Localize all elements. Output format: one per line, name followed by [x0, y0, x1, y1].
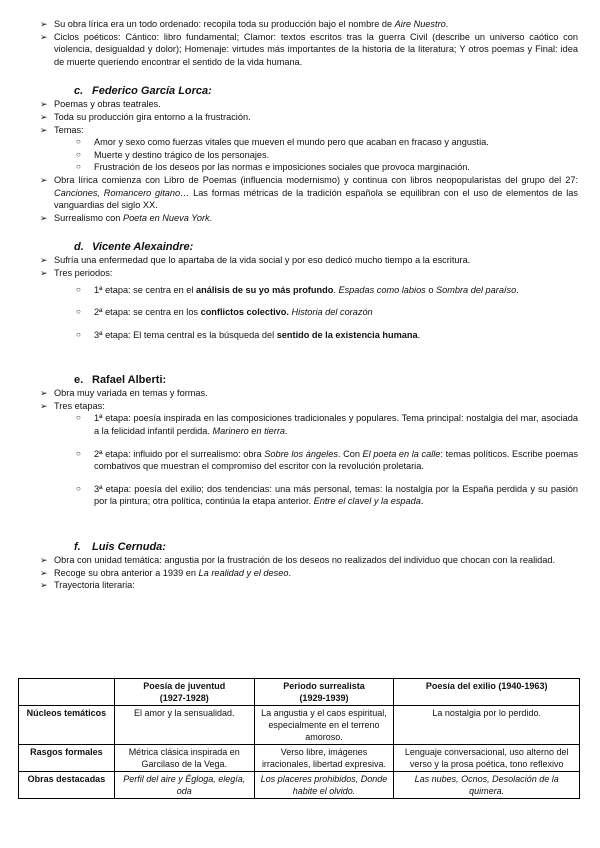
- bullet-text: Obra muy variada en temas y formas.: [54, 388, 208, 399]
- bullet-italic: Canciones, Romancero gitano…: [54, 187, 190, 198]
- bullet-text: .: [209, 212, 213, 223]
- bullet-italic: Poeta en Nueva York: [122, 212, 210, 223]
- intro-text: Ciclos poéticos: Cántico: libro fundamental; Clamor: textos escritos tras la guerra Civil (describe un universo caótico con violencia, desigualdad y dolor); Homenaje: virtudes más importantes de la historia de la literatura; Y otros poemas y Final: idea de muerte queriendo encontrar el sentido de la vida humana.: [54, 31, 578, 67]
- heading-letter: e.: [74, 374, 84, 387]
- bullet-text: Toda su producción gira entorno a la frustración.: [54, 111, 251, 122]
- table-cell: La nostalgia por lo perdido.: [394, 706, 580, 745]
- lorca-theme-2: [40, 149, 578, 162]
- table-row-label: Rasgos formales: [19, 745, 115, 772]
- bullet-text: Surrealismo con: [54, 212, 123, 223]
- header-text: Poesía de juventud: [143, 681, 226, 691]
- heading-name: Federico García Lorca:: [92, 85, 212, 98]
- aleixandre-bullet-1: [40, 254, 578, 267]
- sub-bullet-text: .: [333, 284, 339, 295]
- table-row-label: Núcleos temáticos: [19, 706, 115, 745]
- intro-bullet-1: [40, 18, 578, 31]
- lorca-bullet-3: [40, 124, 578, 137]
- aleixandre-stage-3: [40, 329, 578, 342]
- table-header-cell: [394, 679, 580, 706]
- sub-bullet-text: 2ª etapa: influido por el surrealismo: obra: [94, 448, 265, 459]
- lorca-theme-1: [40, 136, 578, 149]
- alberti-stage-2: [40, 448, 578, 473]
- sub-bullet-italic: Historia del corazón: [291, 307, 373, 318]
- bullet-text: Trayectoria literaria:: [54, 580, 135, 591]
- sub-bullet-text: 1ª etapa: poesía inspirada en las composiciones tradicionales y populares. Tema principal: nostalgia del mar, asociada a la felicidad infantil perdida.: [94, 413, 578, 437]
- lorca-bullet-4: [40, 174, 578, 212]
- sub-bullet-text: . Con: [337, 448, 363, 459]
- intro-bullet-2: [40, 31, 578, 69]
- lorca-bullet-2: [40, 111, 578, 124]
- table-cell: La angustia y el caos espiritual, especialmente en el terreno amoroso.: [254, 706, 394, 745]
- bullet-text: Tres periodos:: [54, 267, 113, 278]
- alberti-stage-3: [40, 483, 578, 508]
- bullet-text: Las formas métricas de la tradición española se equilibran con el uso de elementos de las vanguardias del siglo XX.: [54, 187, 578, 211]
- sub-bullet-text: .: [285, 426, 288, 437]
- sub-bullet-bold: sentido de la existencia humana: [276, 329, 418, 340]
- lorca-bullet-1: [40, 98, 578, 111]
- table-row: [19, 772, 580, 799]
- table-cell: Las nubes, Ocnos, Desolación de la quimera.: [394, 772, 580, 799]
- heading-name: Vicente Alexaindre:: [92, 241, 194, 254]
- bullet-text: Obra con unidad temática: angustia por la frustración de los deseos no realizados del individuo que chocan con la realidad.: [54, 555, 556, 566]
- table-header-cell: [114, 679, 254, 706]
- intro-text: .: [445, 19, 449, 29]
- heading-letter: f.: [74, 541, 81, 554]
- table-cell: Lenguaje conversacional, uso alterno del verso y la prosa poética, tono reflexivo: [394, 745, 580, 772]
- heading-name: Rafael Alberti:: [92, 374, 167, 387]
- alberti-stage-1: [40, 412, 578, 437]
- sub-bullet-italic: El poeta en la calle: [362, 448, 441, 459]
- sub-bullet-italic: Sombra del paraíso: [436, 284, 517, 295]
- aleixandre-bullet-2: [40, 267, 578, 280]
- bullet-text: Temas:: [54, 124, 84, 135]
- bullet-text: .: [288, 567, 292, 578]
- table-cell: El amor y la sensualidad.: [114, 706, 254, 745]
- heading-letter: c.: [74, 85, 84, 98]
- bullet-text: Recoge su obra anterior a 1939 en: [54, 567, 199, 578]
- table-cell: Los placeres prohibidos, Donde habite el olvido.: [254, 772, 394, 799]
- table-header-row: [19, 679, 580, 706]
- sub-bullet-text: .: [420, 496, 424, 507]
- alberti-bullet-1: [40, 387, 578, 400]
- intro-title-italic: Aire Nuestro: [394, 19, 446, 29]
- sub-bullet-bold: conflictos colectivo.: [200, 307, 289, 318]
- lorca-bullet-5: [40, 212, 578, 225]
- table-cell: Perfil del aire y Égloga, elegía, oda: [114, 772, 254, 799]
- heading-name: Luis Cernuda:: [92, 541, 166, 554]
- cernuda-bullet-3: [40, 579, 578, 592]
- sub-bullet-italic: Marinero en tierra: [212, 426, 286, 437]
- header-text: (1927-1928): [159, 693, 209, 703]
- aleixandre-stage-2: [40, 306, 578, 319]
- bullet-text: Sufría una enfermedad que lo apartaba de la vida social y por eso dedicó mucho tiempo a la escritura.: [54, 255, 471, 266]
- table-row: [19, 706, 580, 745]
- document-body: [40, 18, 578, 592]
- aleixandre-stage-1: [40, 284, 578, 297]
- table-row: [19, 745, 580, 772]
- heading-letter: d.: [74, 241, 84, 254]
- sub-bullet-text: 3ª etapa: El tema central es la búsqueda del: [94, 329, 277, 340]
- sub-bullet-italic: Espadas como labios: [338, 284, 426, 295]
- sub-bullet-italic: Entre el clavel y la espada: [313, 496, 421, 507]
- header-text: (1929-1939): [299, 693, 349, 703]
- sub-bullet-text: 3ª etapa: poesía del exilio; dos tendencias: una más personal, temas: la nostalgia por la España perdida y su pasión por la pintura; otra política, continúa la etapa anterior.: [94, 483, 578, 507]
- alberti-bullet-2: [40, 400, 578, 413]
- sub-bullet-text: .: [417, 329, 421, 340]
- bullet-text: Obra lírica comienza con Libro de Poemas (influencia modernismo) y continua con libros neopopularistas del grupo del 27:: [54, 174, 578, 185]
- heading-alberti: [40, 373, 578, 387]
- sub-bullet-bold: análisis de su yo más profundo: [195, 284, 334, 295]
- sub-bullet-italic: Sobre los ángeles: [264, 448, 338, 459]
- intro-text: Su obra lírica era un todo ordenado: recopila toda su producción bajo el nombre de: [54, 19, 395, 29]
- heading-lorca: [40, 84, 578, 98]
- sub-bullet-text: Muerte y destino trágico de los personajes.: [94, 149, 270, 160]
- bullet-italic: La realidad y el deseo: [198, 567, 289, 578]
- sub-bullet-text: o: [425, 284, 436, 295]
- sub-bullet-text: .: [516, 284, 519, 295]
- bullet-text: Tres etapas:: [54, 400, 105, 411]
- table-header-cell: [254, 679, 394, 706]
- heading-cernuda: [40, 540, 578, 554]
- cernuda-trajectory-table: [18, 678, 580, 799]
- sub-bullet-text: Amor y sexo como fuerzas vitales que mueven el mundo pero que acaban en fracaso y angustia.: [94, 137, 489, 148]
- table-corner-cell: [19, 679, 115, 706]
- sub-bullet-text: Frustración de los deseos por las normas e imposiciones sociales que provoca marginación.: [94, 162, 470, 173]
- sub-bullet-text: : temas políticos. Escribe poemas combativos que muestran el compromiso del escritor con la revolución proletaria.: [94, 448, 578, 472]
- header-text: Poesía del exilio (1940-1963): [425, 681, 548, 691]
- bullet-text: Poemas y obras teatrales.: [54, 99, 161, 110]
- table-row-label: Obras destacadas: [19, 772, 115, 799]
- table-cell: Métrica clásica inspirada en Garcilaso de la Vega.: [114, 745, 254, 772]
- heading-aleixandre: [40, 240, 578, 254]
- cernuda-bullet-1: [40, 554, 578, 567]
- cernuda-bullet-2: [40, 567, 578, 580]
- sub-bullet-text: 2ª etapa: se centra en los: [94, 307, 201, 318]
- sub-bullet-text: 1ª etapa: se centra en el: [94, 284, 196, 295]
- table-cell: Verso libre, imágenes irracionales, libertad expresiva.: [254, 745, 394, 772]
- header-text: Periodo surrealista: [283, 681, 365, 691]
- lorca-theme-3: [40, 161, 578, 174]
